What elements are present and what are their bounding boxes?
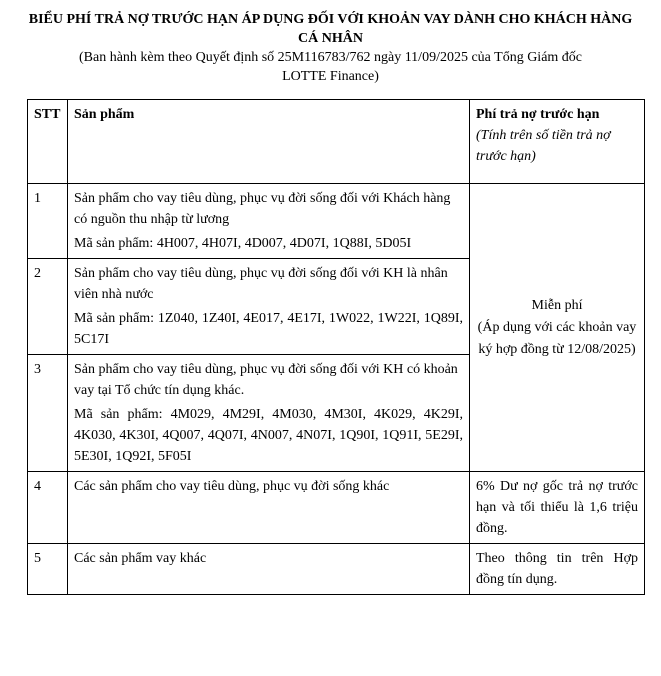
row-2-product-codes: Mã sản phẩm: 1Z040, 1Z40I, 4E017, 4E17I, 1W022, 1W22I, 1Q89I, 5C17I bbox=[74, 311, 463, 347]
document-title: BIỂU PHÍ TRẢ NỢ TRƯỚC HẠN ÁP DỤNG ĐỐI VỚI KHOẢN VAY DÀNH CHO KHÁCH HÀNG CÁ NHÂN bbox=[28, 12, 633, 46]
fee-table bbox=[27, 99, 645, 595]
row-1-product-codes: Mã sản phẩm: 4H007, 4H07I, 4D007, 4D07I, 1Q88I, 5D05I bbox=[74, 236, 412, 251]
merged-fee-cell bbox=[470, 184, 645, 472]
row-4-stt: 4 bbox=[28, 472, 68, 544]
row-5-stt: 5 bbox=[28, 544, 68, 595]
document-subtitle-line-1: (Ban hành kèm theo Quyết định số 25M116783/762 ngày 11/09/2025 của Tổng Giám đốc bbox=[78, 50, 583, 65]
table-header-row bbox=[28, 100, 645, 184]
document-header bbox=[0, 0, 661, 86]
row-1-product-desc: Sản phẩm cho vay tiêu dùng, phục vụ đời sống đối với Khách hàng có nguồn thu nhập từ lương bbox=[74, 191, 451, 227]
row-2-stt: 2 bbox=[28, 259, 68, 355]
row-1-stt: 1 bbox=[28, 184, 68, 259]
header-fee-title: Phí trả nợ trước hạn bbox=[476, 107, 600, 122]
row-3-product-desc: Sản phẩm cho vay tiêu dùng, phục vụ đời sống đối với KH có khoản vay tại Tổ chức tín dụng khác. bbox=[74, 362, 458, 398]
row-3-stt: 3 bbox=[28, 355, 68, 472]
row-5-fee: Theo thông tin trên Hợp đồng tín dụng. bbox=[470, 544, 645, 595]
row-5-product: Các sản phẩm vay khác bbox=[68, 544, 470, 595]
merged-fee-main: Miễn phí bbox=[531, 297, 583, 313]
row-3-product bbox=[68, 355, 470, 472]
row-3-product-codes: Mã sản phẩm: 4M029, 4M29I, 4M030, 4M30I, 4K029, 4K29I, 4K030, 4K30I, 4Q007, 4Q07I, 4N007, 4N07I, 1Q90I, 1Q91I, 5E29I, 5E30I, 1Q92I, 5F05I bbox=[74, 407, 463, 464]
table-row bbox=[28, 184, 645, 259]
row-2-product bbox=[68, 259, 470, 355]
header-product: Sản phẩm bbox=[68, 100, 470, 184]
row-1-product bbox=[68, 184, 470, 259]
header-fee bbox=[470, 100, 645, 184]
row-4-fee: 6% Dư nợ gốc trả nợ trước hạn và tối thiểu là 1,6 triệu đồng. bbox=[470, 472, 645, 544]
merged-fee-note: (Áp dụng với các khoản vay ký hợp đồng từ 12/08/2025) bbox=[477, 319, 637, 357]
table-row bbox=[28, 472, 645, 544]
header-fee-note: (Tính trên số tiền trả nợ trước hạn) bbox=[476, 128, 611, 164]
document-subtitle-line-2: LOTTE Finance) bbox=[282, 69, 379, 84]
row-2-product-desc: Sản phẩm cho vay tiêu dùng, phục vụ đời sống đối với KH là nhân viên nhà nước bbox=[74, 266, 448, 302]
header-stt: STT bbox=[28, 100, 68, 184]
table-row bbox=[28, 544, 645, 595]
row-4-product: Các sản phẩm cho vay tiêu dùng, phục vụ đời sống khác bbox=[68, 472, 470, 544]
